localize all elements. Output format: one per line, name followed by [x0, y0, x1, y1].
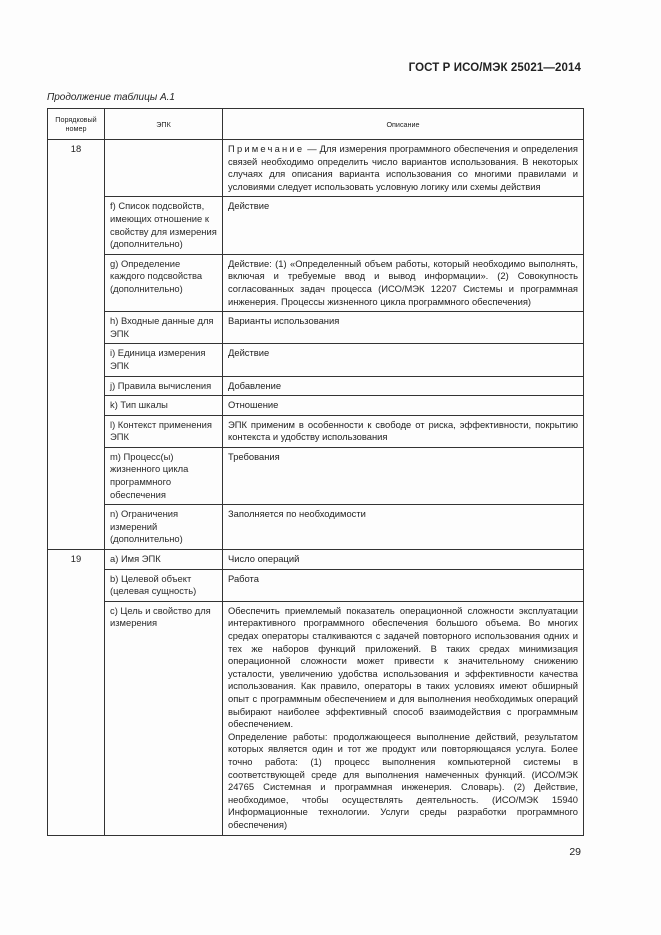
table-row [48, 569, 584, 601]
epk-cell: c) Цель и свойство для измерения [105, 601, 223, 835]
epk-cell: b) Целевой объект (целевая сущность) [105, 569, 223, 601]
table-row [48, 447, 584, 504]
epk-cell: j) Правила вычисления [105, 376, 223, 396]
description-cell: Действие [223, 344, 584, 376]
table-row [48, 376, 584, 396]
table-header-row [48, 109, 584, 140]
epk-cell [105, 140, 223, 197]
column-header-epk: ЭПК [105, 109, 223, 140]
description-cell: Работа [223, 569, 584, 601]
description-cell: Число операций [223, 550, 584, 570]
note-text: — Для измерения программного обеспечения и определения связей необходимо определить число вариантов использования. В некоторых случаях для описания варианта использования со многими правилами и условиями следует использовать условную логику или схемы действия [228, 143, 578, 192]
table-row [48, 550, 584, 570]
table-row [48, 396, 584, 416]
table-row [48, 415, 584, 447]
table-row [48, 312, 584, 344]
epk-cell: a) Имя ЭПК [105, 550, 223, 570]
epk-cell: g) Определение каждого подсвойства (дополнительно) [105, 254, 223, 311]
description-paragraph: Обеспечить приемлемый показатель операционной сложности эксплуатации интерактивного программного обеспечения большого объема. Во многих средах операторы сталкиваются с задачей повторного использования одних и тех же наборов функций приложений. В таких средах минимизация операционной сложности может привести к значительному снижению усталости, увеличению удобства использования и эффективности качества использования. Как правило, операторы в таких условиях имеют обширный опыт с программным обеспечением и для выполнения необходимых операций выбирают наиболее эффективный способ взаимодействия с программным обеспечением. [228, 604, 578, 730]
description-cell [223, 601, 584, 835]
document-header: ГОСТ Р ИСО/МЭК 25021—2014 [408, 62, 581, 74]
description-cell: Добавление [223, 376, 584, 396]
epk-cell: h) Входные данные для ЭПК [105, 312, 223, 344]
epk-cell: n) Ограничения измерений (дополнительно) [105, 505, 223, 550]
table-row [48, 344, 584, 376]
description-cell: Требования [223, 447, 584, 504]
description-cell: Отношение [223, 396, 584, 416]
column-header-description: Описание [223, 109, 584, 140]
epk-cell: k) Тип шкалы [105, 396, 223, 416]
table-row [48, 197, 584, 254]
table-row [48, 505, 584, 550]
description-cell [223, 140, 584, 197]
row-number: 18 [48, 140, 105, 550]
epk-cell: i) Единица измерения ЭПК [105, 344, 223, 376]
page-number: 29 [569, 846, 581, 858]
note-label: Примечание [228, 143, 305, 154]
epk-cell: l) Контекст применения ЭПК [105, 415, 223, 447]
table-caption: Продолжение таблицы А.1 [47, 92, 175, 103]
description-cell: ЭПК применим в особенности к свободе от риска, эффективности, покрытию контекста и удобству использования [223, 415, 584, 447]
description-cell: Варианты использования [223, 312, 584, 344]
column-header-number: Порядковый номер [48, 109, 105, 140]
epk-table [47, 108, 584, 836]
description-paragraph: Определение работы: продолжающееся выполнение действий, результатом которых является один и тот же продукт или повторяющаяся услуга. Более точно работа: (1) процесс выполнения компьютерной системы в соответствующей среде для выполнения намеченных функций. (ИСО/МЭК 24765 Системная и программная инженерия. Словарь). (2) Действие, необходимое, чтобы осуществлять деятельность. (ИСО/МЭК 15940 Информационные технологии. Услуги среды разработки программного обеспечения) [228, 730, 578, 830]
table-row [48, 254, 584, 311]
epk-cell: f) Список подсвойств, имеющих отношение к свойству для измерения (дополнительно) [105, 197, 223, 254]
table-row [48, 601, 584, 835]
epk-cell: m) Процесс(ы) жизненного цикла программного обеспечения [105, 447, 223, 504]
description-cell: Действие [223, 197, 584, 254]
description-cell: Заполняется по необходимости [223, 505, 584, 550]
row-number: 19 [48, 550, 105, 835]
table-row [48, 140, 584, 197]
description-cell: Действие: (1) «Определенный объем работы, который необходимо выполнять, включая и требуемые ввод и вывод информации». (2) Совокупность согласованных задач процесса (ИСО/МЭК 12207 Системы и программная инженерия. Процессы жизненного цикла программного обеспечения) [223, 254, 584, 311]
